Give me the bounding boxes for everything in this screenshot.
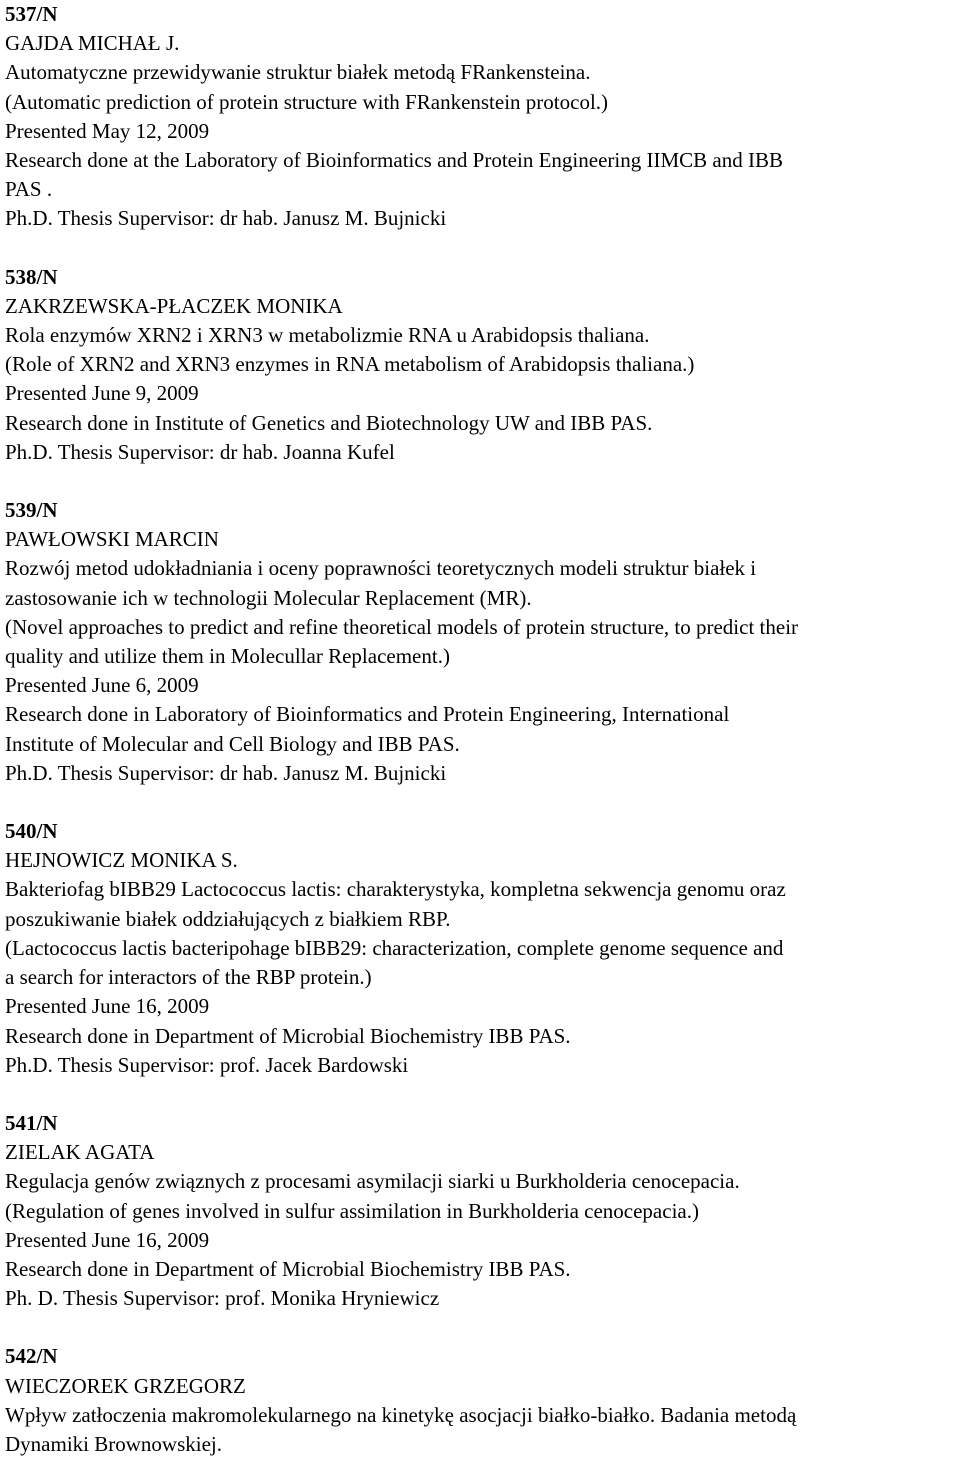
entry-title-polish: Wpływ zatłoczenia makromolekularnego na kinetykę asocjacji białko-białko. Badania metodą [5, 1402, 797, 1427]
entry-title-polish: poszukiwanie białek oddziałujących z białkiem RBP. [5, 906, 451, 931]
entry-supervisor: Ph. D. Thesis Supervisor: prof. Monika Hryniewicz [5, 1286, 440, 1311]
entry-number: 539/N [5, 498, 58, 523]
entry-supervisor: Ph.D. Thesis Supervisor: dr hab. Joanna Kufel [5, 439, 395, 464]
entry-number: 537/N [5, 2, 58, 26]
entry-research-institution: Research done at the Laboratory of Bioinformatics and Protein Engineering IIMCB and IBB [5, 148, 783, 173]
thesis-entry-542 [5, 1342, 960, 1459]
entry-number: 542/N [5, 1344, 58, 1369]
entry-title-english: (Novel approaches to predict and refine theoretical models of protein structure, to predict their [5, 614, 799, 639]
thesis-entry-537 [5, 0, 960, 234]
entry-author: GAJDA MICHAŁ J. [5, 31, 180, 56]
entry-research-institution: Research done in Laboratory of Bioinformatics and Protein Engineering, International [5, 702, 730, 727]
entry-research-institution: PAS . [5, 177, 53, 202]
thesis-entry-541 [5, 1109, 960, 1313]
entry-title-polish: Automatyczne przewidywanie struktur białek metodą FRankensteina. [5, 60, 591, 85]
entry-presented-date: Presented June 16, 2009 [5, 1227, 210, 1252]
entry-title-english: (Lactococcus lactis bacteripohage bIBB29: characterization, complete genome sequence and [5, 935, 784, 960]
entry-author: ZIELAK AGATA [5, 1140, 155, 1165]
entry-title-english: (Role of XRN2 and XRN3 enzymes in RNA metabolism of Arabidopsis thaliana.) [5, 352, 695, 377]
entry-research-institution: Institute of Molecular and Cell Biology and IBB PAS. [5, 731, 460, 756]
entry-title-polish: Bakteriofag bIBB29 Lactococcus lactis: charakterystyka, kompletna sekwencja genomu oraz [5, 877, 786, 902]
thesis-entry-539 [5, 496, 960, 788]
entry-number: 538/N [5, 264, 58, 289]
thesis-entry-540 [5, 817, 960, 1080]
entry-title-english: (Automatic prediction of protein structure with FRankenstein protocol.) [5, 89, 609, 114]
entry-presented-date: Presented June 16, 2009 [5, 994, 210, 1019]
entry-research-institution: Research done in Department of Microbial Biochemistry IBB PAS. [5, 1256, 571, 1281]
entry-title-english: a search for interactors of the RBP protein.) [5, 965, 372, 990]
entry-title-english: (Regulation of genes involved in sulfur assimilation in Burkholderia cenocepacia.) [5, 1198, 699, 1223]
thesis-entry-538 [5, 263, 960, 467]
entry-presented-date: Presented June 6, 2009 [5, 673, 199, 698]
entry-supervisor: Ph.D. Thesis Supervisor: dr hab. Janusz M. Bujnicki [5, 760, 447, 785]
entry-title-english: quality and utilize them in Molecullar Replacement.) [5, 644, 450, 669]
entry-title-polish: Regulacja genów związnych z procesami asymilacji siarki u Burkholderia cenocepacia. [5, 1169, 740, 1194]
entry-author: ZAKRZEWSKA-PŁACZEK MONIKA [5, 293, 343, 318]
entry-title-polish: Dynamiki Brownowskiej. [5, 1431, 222, 1456]
entry-research-institution: Research done in Department of Microbial Biochemistry IBB PAS. [5, 1023, 571, 1048]
entry-presented-date: Presented May 12, 2009 [5, 118, 210, 143]
entry-number: 541/N [5, 1110, 58, 1135]
entry-research-institution: Research done in Institute of Genetics and Biotechnology UW and IBB PAS. [5, 410, 653, 435]
entry-supervisor: Ph.D. Thesis Supervisor: dr hab. Janusz M. Bujnicki [5, 206, 447, 231]
entry-author: HEJNOWICZ MONIKA S. [5, 848, 238, 873]
entry-author: PAWŁOWSKI MARCIN [5, 527, 219, 552]
entry-title-polish: Rola enzymów XRN2 i XRN3 w metabolizmie RNA u Arabidopsis thaliana. [5, 323, 650, 348]
entry-number: 540/N [5, 819, 58, 844]
entry-title-polish: zastosowanie ich w technologii Molecular Replacement (MR). [5, 585, 532, 610]
entry-title-polish: Rozwój metod udokładniania i oceny poprawności teoretycznych modeli struktur białek i [5, 556, 757, 581]
entry-author: WIECZOREK GRZEGORZ [5, 1373, 246, 1398]
entry-presented-date: Presented June 9, 2009 [5, 381, 199, 406]
entry-supervisor: Ph.D. Thesis Supervisor: prof. Jacek Bardowski [5, 1052, 409, 1077]
thesis-list-page [5, 0, 960, 1459]
